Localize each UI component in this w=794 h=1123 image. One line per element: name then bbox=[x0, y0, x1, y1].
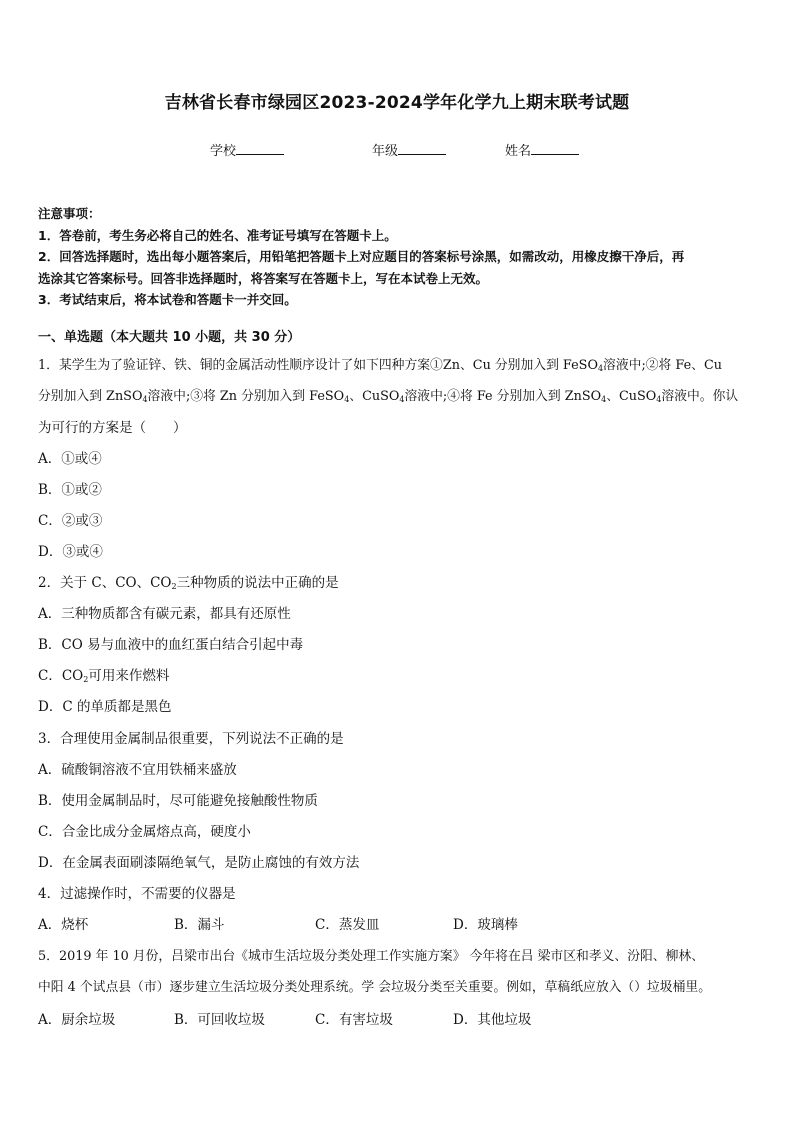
notes-block bbox=[38, 203, 758, 311]
notes-item-1: 1．答卷前，考生务必将自己的姓名、准考证号填写在答题卡上。 bbox=[38, 227, 397, 243]
q5-option-a: A．厨余垃圾 bbox=[38, 1012, 116, 1028]
q2-text: 可用来作燃料 bbox=[88, 668, 170, 684]
q5-option-b: B．可回收垃圾 bbox=[174, 1012, 265, 1028]
q2-stem bbox=[38, 571, 758, 591]
q2-sub: 2 bbox=[171, 582, 177, 591]
q5-line-1: 5．2019 年 10 月份，吕梁市出台《城市生活垃圾分类处理工作实施方案》 今年将在吕 梁市区和孝义、汾阳、柳林、 bbox=[38, 949, 704, 964]
q5-line-2: 中阳 4 个试点县（市）逐步建立生活垃圾分类处理系统。学 会垃圾分类至关重要。例如，草稿纸应放入（）垃圾桶里。 bbox=[38, 980, 711, 995]
q2-text: C．CO bbox=[38, 668, 84, 684]
q2-text: 2．关于 C、CO、CO bbox=[38, 575, 172, 591]
q1-line-2 bbox=[38, 385, 758, 404]
name-field bbox=[505, 140, 579, 159]
notes-item-2b: 选涂其它答案标号。回答非选择题时，将答案写在答题卡上，写在本试卷上无效。 bbox=[38, 270, 489, 286]
notes-item-2a: 2．回答选择题时，选出每小题答案后，用铅笔把答题卡上对应题目的答案标号涂黑，如需改动，用橡皮擦干净后，再 bbox=[38, 249, 685, 264]
q3-option-c: C．合金比成分金属熔点高，硬度小 bbox=[38, 824, 251, 840]
q1-sub: 4 bbox=[601, 395, 607, 404]
q3-option-a: A．硫酸铜溶液不宜用铁桶来盛放 bbox=[38, 762, 237, 778]
q5-option-c: C．有害垃圾 bbox=[315, 1012, 393, 1028]
q5-option-d: D．其他垃圾 bbox=[453, 1012, 532, 1028]
q3-stem: 3．合理使用金属制品很重要，下列说法不正确的是 bbox=[38, 731, 344, 747]
q4-options bbox=[38, 913, 758, 933]
q1-option-a: A．①或④ bbox=[38, 451, 102, 467]
q2-option-d: D．C 的单质都是黑色 bbox=[38, 699, 172, 715]
grade-blank bbox=[398, 142, 446, 155]
q1-sub: 4 bbox=[656, 395, 662, 404]
name-label: 姓名 bbox=[505, 144, 532, 159]
q1-sub: 4 bbox=[344, 395, 350, 404]
q1-text: 1．某学生为了验证锌、铁、铜的金属活动性顺序设计了如下四种方案①Zn、Cu 分别加入到 FeSO bbox=[38, 358, 598, 373]
grade-field bbox=[372, 140, 446, 159]
q1-line-3: 为可行的方案是（ ） bbox=[38, 420, 187, 436]
notes-heading: 注意事项： bbox=[38, 206, 101, 221]
q2-option-a: A．三种物质都含有碳元素，都具有还原性 bbox=[38, 606, 291, 622]
q1-text: 、CuSO bbox=[349, 389, 400, 404]
q2-option-b: B．CO 易与血液中的血红蛋白结合引起中毒 bbox=[38, 637, 304, 653]
q5-options bbox=[38, 1008, 758, 1028]
q2-text: 三种物质的说法中正确的是 bbox=[176, 575, 339, 591]
q4-option-c: C．蒸发皿 bbox=[315, 917, 380, 933]
q4-stem: 4．过滤操作时，不需要的仪器是 bbox=[38, 886, 236, 902]
q2-option-c bbox=[38, 664, 758, 684]
q1-sub: 4 bbox=[597, 364, 604, 373]
section-heading: 一、单选题（本大题共 10 小题，共 30 分） bbox=[38, 330, 301, 345]
q4-option-d: D．玻璃棒 bbox=[453, 917, 518, 933]
q2-sub: 2 bbox=[83, 675, 89, 684]
exam-title: 吉林省长春市绿园区2023-2024学年化学九上期末联考试题 bbox=[164, 93, 630, 113]
q3-option-d: D．在金属表面刷漆隔绝氧气，是防止腐蚀的有效方法 bbox=[38, 855, 360, 871]
school-field bbox=[210, 140, 284, 159]
q1-sub: 4 bbox=[142, 395, 148, 404]
q1-text: 溶液中。你认 bbox=[661, 389, 739, 404]
school-label: 学校 bbox=[210, 144, 237, 159]
q1-option-c: C．②或③ bbox=[38, 513, 103, 529]
school-blank bbox=[236, 142, 284, 155]
q1-text: 溶液中;③将 Zn 分别加入到 FeSO bbox=[147, 389, 345, 404]
q1-line-1 bbox=[38, 354, 758, 373]
q1-text: 溶液中;④将 Fe 分别加入到 ZnSO bbox=[404, 389, 602, 404]
q1-text: 、CuSO bbox=[606, 389, 657, 404]
q3-option-b: B．使用金属制品时，尽可能避免接触酸性物质 bbox=[38, 793, 318, 809]
name-blank bbox=[531, 142, 579, 155]
q1-sub: 4 bbox=[399, 395, 405, 404]
q1-option-b: B．①或② bbox=[38, 482, 102, 498]
q4-option-a: A．烧杯 bbox=[38, 917, 89, 933]
notes-item-3: 3．考试结束后，将本试卷和答题卡一并交回。 bbox=[38, 292, 297, 307]
q1-text: 分别加入到 ZnSO bbox=[38, 389, 143, 404]
q1-text: 溶液中;②将 Fe、Cu bbox=[603, 358, 722, 373]
q4-option-b: B．漏斗 bbox=[174, 917, 225, 933]
grade-label: 年级 bbox=[372, 144, 399, 159]
q1-option-d: D．③或④ bbox=[38, 544, 103, 560]
